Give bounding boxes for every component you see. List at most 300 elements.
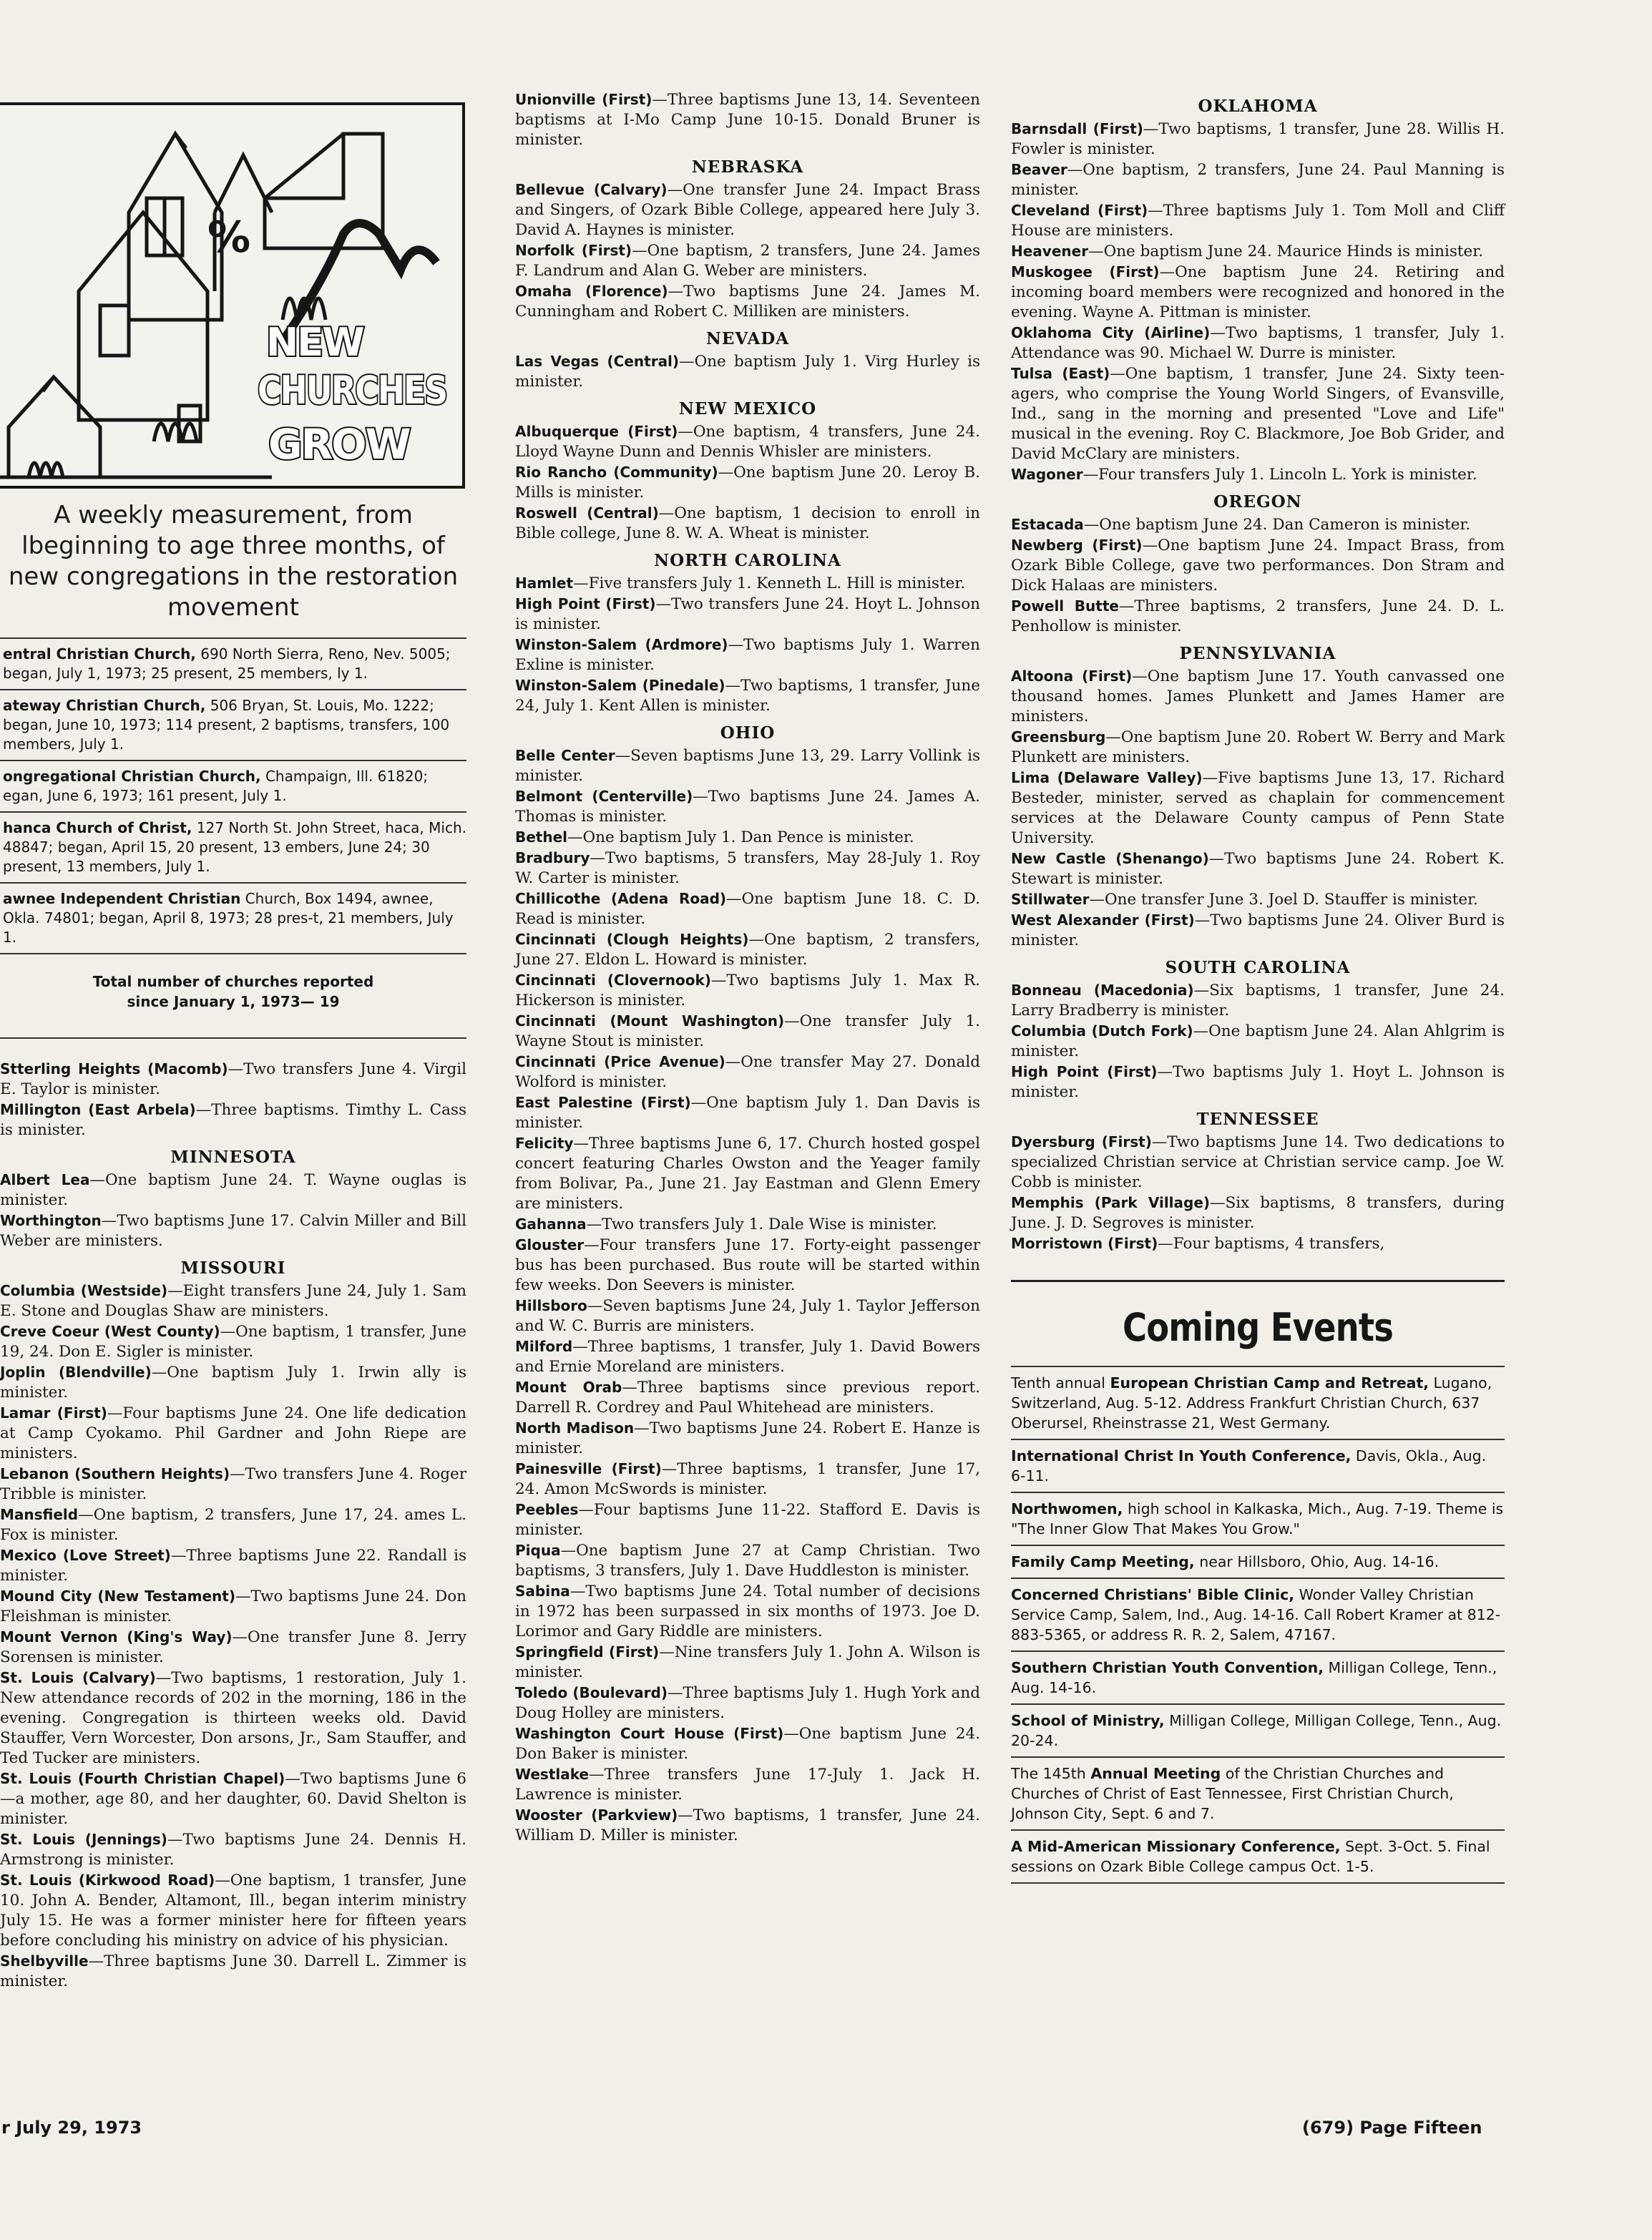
church-report [1011, 910, 1505, 951]
church-report [515, 889, 980, 929]
church-name: Felicity [515, 1135, 574, 1152]
event-post: high school in Kalkaska, Mich., Aug. 7-19. Theme is "The Inner Glow That Makes You Grow." [1011, 1500, 1504, 1537]
event-item [1011, 1439, 1505, 1492]
church-report [1011, 200, 1505, 241]
report-text: —Seven baptisms June 24, July 1. Taylor Jefferson and W. C. Burris are ministers. [515, 1297, 980, 1335]
church-report [1011, 768, 1505, 848]
event-item [1011, 1829, 1505, 1884]
report-text: —One baptism, 1 transfer, June 10. John A. Bender, Altamont, Ill., began interim ministry July 15. He was a former minister here for fifteen years before concluding his ministry on advice of his physician. [0, 1872, 466, 1950]
church-name: Unionville (First) [515, 91, 653, 108]
church-name: Mexico (Love Street) [0, 1547, 171, 1564]
report-text: —One baptism June 24. Don Baker is minister. [515, 1725, 980, 1763]
church-name: Newberg (First) [1011, 537, 1143, 554]
church-name: Bradbury [515, 849, 590, 866]
church-name: Cincinnati (Mount Washington) [515, 1012, 785, 1029]
event-item [1011, 1545, 1505, 1578]
church-report [1011, 514, 1505, 535]
logo-new: NEW [266, 320, 363, 365]
church-report [515, 573, 980, 594]
church-name: Powell Butte [1011, 597, 1119, 615]
church-report [0, 1627, 466, 1668]
report-text: —One baptism June 24. Dan Cameron is minister. [1083, 516, 1471, 534]
report-text: —Three transfers June 17-July 1. Jack H. Lawrence is minister. [515, 1766, 980, 1804]
event-item [1011, 1366, 1505, 1439]
church-report [0, 1170, 466, 1211]
report-text: —One baptism June 18. C. D. Read is minister. [515, 890, 980, 928]
event-item [1011, 1492, 1505, 1545]
church-name: High Point (First) [1011, 1063, 1158, 1080]
church-report [0, 1211, 466, 1251]
total-line2: since January 1, 1973— 19 [127, 993, 340, 1010]
report-text: —Two baptisms June 14. Two dedications to specialized Christian service at Christian service camp. Joe W. Cobb is minister. [1011, 1133, 1505, 1191]
event-item [1011, 1650, 1505, 1703]
church-report [515, 1133, 980, 1214]
church-name: Roswell (Central) [515, 504, 659, 522]
church-name: Cleveland (First) [1011, 202, 1148, 219]
church-report [515, 503, 980, 544]
church-report [1011, 464, 1505, 485]
church-report [0, 1321, 466, 1362]
church-report [515, 462, 980, 503]
church-report [515, 1500, 980, 1540]
church-name: Mound City (New Testament) [0, 1588, 235, 1605]
col1-reports [0, 1059, 466, 1992]
church-name: Millington (East Arbela) [0, 1101, 196, 1118]
church-name: Bellevue (Calvary) [515, 181, 668, 198]
report-text: —Two baptisms June 24. Oliver Burd is minister. [1011, 911, 1505, 949]
report-text: —One transfer June 24. Impact Brass and Singers, of Ozark Bible College, appeared here July 3. David A. Haynes is minister. [515, 181, 980, 239]
event-bold: Southern Christian Youth Convention, [1011, 1659, 1324, 1676]
event-item [1011, 1756, 1505, 1829]
report-text: —Three baptisms, 2 transfers, June 24. D. L. Penhollow is minister. [1011, 597, 1505, 635]
new-church-name: ateway Christian Church, [3, 697, 206, 714]
church-name: St. Louis (Fourth Christian Chapel) [0, 1770, 285, 1787]
report-text: —One baptism, 1 transfer, June 24. Sixty teen-agers, who comprise the Young World Singers, of Evansville, Ind., sang in the morning and presented "Love and Life" musical in the evening. Roy C. Blackmore, Joe Bob Grider, and David McClary are ministers. [1011, 365, 1505, 463]
report-text: —Three baptisms, 1 transfer, June 17, 24. Amon McSwords is minister. [515, 1460, 980, 1498]
report-text: —Two baptisms, 1 transfer, July 1. Attendance was 90. Michael W. Durre is minister. [1011, 324, 1505, 362]
church-report [515, 929, 980, 970]
new-church-details: 690 North Sierra, Reno, Nev. 5005; began, July 1, 1973; 25 present, 25 members, ly 1. [3, 645, 451, 682]
church-report [1011, 1062, 1505, 1102]
report-text: —One baptism June 27 at Camp Christian. Two baptisms, 3 transfers, July 1. Dave Huddleston is minister. [515, 1542, 980, 1580]
report-text: —Eight transfers June 24, July 1. Sam E. Stone and Douglas Shaw are ministers. [0, 1282, 466, 1320]
church-name: Gahanna [515, 1216, 587, 1233]
event-post: Milligan College, Milligan College, Tenn., Aug. 20-24. [1011, 1712, 1502, 1749]
church-report [1011, 666, 1505, 727]
church-report [1011, 262, 1505, 323]
church-report [515, 1296, 980, 1336]
state-heading: PENNSYLVANIA [1179, 644, 1336, 663]
church-report [1011, 119, 1505, 160]
church-report [515, 1214, 980, 1235]
church-name: Wooster (Parkview) [515, 1806, 678, 1824]
church-name: Oklahoma City (Airline) [1011, 324, 1211, 341]
event-pre: Tenth annual [1011, 1374, 1110, 1392]
report-text: —Three baptisms, 1 transfer, July 1. David Bowers and Ernie Moreland are ministers. [515, 1338, 980, 1376]
coming-events-list [1011, 1366, 1505, 1884]
event-pre: The 145th [1011, 1765, 1091, 1782]
church-report [515, 675, 980, 716]
church-report [1011, 1193, 1505, 1233]
middle-column [515, 89, 980, 1846]
report-text: —One baptism, 4 transfers, June 24. Lloyd Wayne Dunn and Dennis Whisler are ministers. [515, 423, 980, 461]
church-report [515, 1011, 980, 1052]
report-text: —One baptism July 1. Dan Pence is minister. [567, 828, 914, 846]
state-heading: OHIO [720, 723, 776, 743]
church-report [515, 1336, 980, 1377]
church-report [0, 1668, 466, 1769]
event-bold: Concerned Christians' Bible Clinic, [1011, 1586, 1295, 1603]
church-name: Cincinnati (Clough Heights) [515, 931, 749, 948]
report-text: —Seven baptisms June 13, 29. Larry Vollink is minister. [515, 747, 981, 785]
state-heading: OREGON [1213, 492, 1302, 512]
event-bold: School of Ministry, [1011, 1712, 1165, 1729]
report-text: —Four transfers June 17. Forty-eight passenger bus has been purchased. Bus route will be started within few weeks. Don Seevers is minister. [515, 1236, 980, 1294]
church-report [0, 1829, 466, 1870]
state-heading: OKLAHOMA [1198, 97, 1318, 116]
new-church-entry [0, 637, 466, 689]
church-report [1011, 980, 1505, 1021]
report-text: —Four baptisms June 24. One life dedication at Camp Cyokamo. Phil Gardner and John Riepe are ministers. [0, 1404, 467, 1462]
report-text: —One baptism June 24. Impact Brass, from Ozark Bible College, gave two performances. Don Stram and Dick Halaas are ministers. [1011, 537, 1505, 595]
church-name: Creve Coeur (West County) [0, 1323, 220, 1340]
church-name: St. Louis (Kirkwood Road) [0, 1872, 215, 1889]
new-church-name: entral Christian Church, [3, 645, 196, 662]
state-heading: MISSOURI [180, 1258, 286, 1278]
new-church-name: hanca Church of Christ, [3, 819, 192, 836]
total-churches [0, 953, 466, 1039]
church-name: Mount Orab [515, 1379, 622, 1396]
church-report [515, 89, 980, 150]
report-text: —One baptism, 2 transfers, June 24. Paul Manning is minister. [1011, 161, 1505, 199]
report-text: —Two baptisms, 1 transfer, June 24. William D. Miller is minister. [515, 1806, 980, 1844]
church-name: Belle Center [515, 747, 615, 764]
church-name: Lebanon (Southern Heights) [0, 1465, 230, 1482]
church-report [515, 1540, 980, 1581]
church-report [1011, 889, 1505, 910]
report-text: —Two baptisms June 24. Robert E. Hanze is minister. [515, 1419, 981, 1457]
church-name: Dyersburg (First) [1011, 1133, 1152, 1150]
church-report [515, 594, 980, 635]
event-post: Sept. 3-Oct. 5. Final sessions on Ozark Bible College campus Oct. 1-5. [1011, 1838, 1490, 1875]
total-line1: Total number of churches reported [92, 973, 374, 990]
church-report [0, 1059, 466, 1100]
new-church-name: ongregational Christian Church, [3, 768, 261, 785]
report-text: —One transfer June 8. Jerry Sorensen is minister. [0, 1628, 466, 1666]
church-name: Stillwater [1011, 891, 1090, 908]
new-churches-list [0, 637, 466, 953]
church-report [515, 1418, 980, 1459]
church-report [515, 1581, 980, 1642]
report-text: —Two baptisms June 24. Total number of decisions in 1972 has been surpassed in six months of 1973. Joe D. Lorimor and Gary Riddle are ministers. [515, 1583, 980, 1640]
report-text: —Two baptisms July 1. Max R. Hickerson is minister. [515, 972, 981, 1009]
logo-grow: GROW [268, 420, 410, 469]
church-report [515, 1764, 980, 1805]
report-text: —Two transfers June 24. Hoyt L. Johnson is minister. [515, 595, 980, 633]
church-name: Winston-Salem (Ardmore) [515, 636, 728, 653]
church-report [515, 240, 980, 281]
report-text: —Two baptisms June 24. Dennis H. Armstrong is minister. [0, 1831, 466, 1869]
church-report [1011, 363, 1505, 464]
church-report [1011, 323, 1505, 363]
report-text: —Three baptisms July 1. Tom Moll and Cliff House are ministers. [1011, 202, 1505, 240]
report-text: —Two transfers June 4. Virgil E. Taylor is minister. [0, 1060, 466, 1098]
report-text: —Three baptisms June 13, 14. Seventeen baptisms at I-Mo Camp June 10-15. Donald Bruner is minister. [515, 91, 980, 149]
church-report [1011, 241, 1505, 262]
church-report [515, 1723, 980, 1764]
church-name: West Alexander (First) [1011, 911, 1195, 929]
church-name: Cincinnati (Price Avenue) [515, 1053, 725, 1070]
church-name: Chillicothe (Adena Road) [515, 890, 727, 907]
church-name: St. Louis (Jennings) [0, 1831, 167, 1848]
new-church-details: 506 Bryan, St. Louis, Mo. 1222; began, June 10, 1973; 114 present, 2 baptisms, transfers, 100 members, July 1. [3, 697, 450, 753]
state-heading: MINNESOTA [170, 1148, 296, 1167]
report-text: —One baptism July 1. Dan Davis is minister. [515, 1094, 980, 1132]
church-report [515, 1459, 980, 1500]
church-name: Washington Court House (First) [515, 1725, 784, 1742]
report-text: —Three baptisms June 6, 17. Church hosted gospel concert featuring Charles Owston and the Yeager family from Bolivar, Pa., June 21. Jay Eastman and Glenn Emery are ministers. [515, 1135, 980, 1213]
event-bold: Family Camp Meeting, [1011, 1553, 1195, 1570]
report-text: —One baptism, 1 transfer, June 19, 24. Don E. Sigler is minister. [0, 1323, 466, 1361]
col2-reports [515, 89, 980, 1846]
church-name: Rio Rancho (Community) [515, 464, 718, 481]
report-text: —One baptism June 20. Robert W. Berry and Mark Plunkett are ministers. [1011, 728, 1505, 766]
church-report [0, 1464, 466, 1505]
church-name: Norfolk (First) [515, 242, 632, 259]
church-report [515, 745, 980, 786]
report-text: —One baptism June 24. Retiring and incoming board members were recognized and honored in the evening. Wayne A. Pittman is minister. [1011, 263, 1505, 321]
church-name: Lamar (First) [0, 1404, 107, 1422]
event-post: Lugano, Switzerland, Aug. 5-12. Address Frankfurt Christian Church, 637 Oberursel, Rheinstrasse 21, West Germany. [1011, 1374, 1492, 1432]
report-text: —Four baptisms June 11-22. Stafford E. Davis is minister. [515, 1501, 980, 1539]
report-text: —Four baptisms, 4 transfers, [1158, 1235, 1385, 1253]
report-text: —One baptism July 1. Virg Hurley is minister. [515, 353, 980, 391]
report-text: —One baptism June 20. Leroy B. Mills is minister. [515, 464, 980, 502]
church-name: Shelbyville [0, 1952, 89, 1970]
left-column [0, 89, 466, 1992]
report-text: —Two baptisms, 1 restoration, July 1. New attendance records of 202 in the morning, 186 in the evening. Congregation is thirteen weeks old. David Stauffer, Vern Worcester, Don arsons, Jr., Sam Stauffer, and Ted Tucker are ministers. [0, 1669, 466, 1767]
church-name: North Madison [515, 1419, 635, 1437]
church-name: Glouster [515, 1236, 585, 1253]
new-churches-grow-logo [0, 102, 465, 489]
divider [1011, 1280, 1505, 1282]
event-bold: International Christ In Youth Conference, [1011, 1447, 1352, 1464]
church-report [515, 1683, 980, 1723]
report-text: —Two baptisms June 24. Robert K. Stewart is minister. [1011, 850, 1505, 888]
new-church-entry [0, 760, 466, 811]
report-text: —Two baptisms July 1. Hoyt L. Johnson is minister. [1011, 1063, 1505, 1101]
report-text: —Six baptisms, 1 transfer, June 24. Larry Bradberry is minister. [1011, 982, 1505, 1019]
report-text: —One baptism June 24. T. Wayne ouglas is minister. [0, 1171, 466, 1209]
event-bold: European Christian Camp and Retreat, [1110, 1374, 1429, 1392]
church-name: Worthington [0, 1212, 102, 1229]
church-report [515, 1805, 980, 1846]
new-church-name: awnee Independent Christian [3, 890, 241, 907]
church-name: Wagoner [1011, 466, 1083, 483]
report-text: —One baptism June 17. Youth canvassed one thousand homes. James Plunkett and James Hamer are ministers. [1011, 667, 1505, 725]
church-report [515, 180, 980, 240]
church-name: Westlake [515, 1766, 590, 1783]
church-name: New Castle (Shenango) [1011, 850, 1209, 867]
report-text: —Five transfers July 1. Kenneth L. Hill is minister. [573, 574, 966, 592]
report-text: —One baptism July 1. Irwin ally is minister. [0, 1364, 467, 1402]
report-text: —Three baptisms June 22. Randall is minister. [0, 1547, 466, 1585]
state-heading: NEBRASKA [691, 157, 804, 177]
church-name: Belmont (Centerville) [515, 788, 693, 805]
church-report [515, 1052, 980, 1092]
church-name: Piqua [515, 1542, 561, 1559]
event-post: Milligan College, Tenn., Aug. 14-16. [1011, 1659, 1497, 1696]
church-report [0, 1870, 466, 1951]
church-name: High Point (First) [515, 595, 656, 612]
church-name: Stterling Heights (Macomb) [0, 1060, 228, 1077]
church-name: Heavener [1011, 243, 1089, 260]
church-name: Hamlet [515, 574, 574, 592]
event-bold: Annual Meeting [1090, 1765, 1221, 1782]
new-church-entry [0, 689, 466, 760]
church-name: St. Louis (Calvary) [0, 1669, 156, 1686]
church-report [515, 1235, 980, 1296]
report-text: —Two transfers June 4. Roger Tribble is minister. [0, 1465, 466, 1503]
new-church-details: 127 North St. John Street, haca, Mich. 48847; began, April 15, 20 present, 13 embers, June 24; 30 present, 13 members, July 1. [3, 819, 466, 875]
report-text: —One baptism June 24. Alan Ahlgrim is minister. [1011, 1022, 1505, 1060]
report-text: —Three baptisms since previous report. Darrell R. Cordrey and Paul Whitehead are ministers. [515, 1379, 980, 1417]
state-heading: SOUTH CAROLINA [1165, 958, 1351, 977]
report-text: —Two baptisms June 24. Don Fleishman is minister. [0, 1588, 466, 1625]
event-item [1011, 1703, 1505, 1756]
new-church-entry [0, 811, 466, 882]
church-report [515, 970, 980, 1011]
church-name: Greensburg [1011, 728, 1106, 745]
event-post: of the Christian Churches and Churches of Christ of East Tennessee, First Christian Church, Johnson City, Sept. 6 and 7. [1011, 1765, 1454, 1822]
event-post: near Hillsboro, Ohio, Aug. 14-16. [1194, 1553, 1440, 1570]
report-text: —One baptism, 2 transfers, June 24. James F. Landrum and Alan G. Weber are ministers. [515, 242, 980, 280]
report-text: —Two baptisms June 17. Calvin Miller and Bill Weber are ministers. [0, 1212, 466, 1250]
report-text: —Two baptisms June 24. James M. Cunningham and Robert C. Milliken are ministers. [515, 283, 980, 321]
event-post: Davis, Okla., Aug. 6-11. [1011, 1447, 1487, 1485]
church-name: Columbia (Dutch Fork) [1011, 1022, 1193, 1040]
church-report [515, 351, 980, 392]
church-name: Cincinnati (Clovernook) [515, 972, 711, 989]
church-report [515, 1092, 980, 1133]
right-column [1011, 89, 1505, 1884]
church-report [1011, 1021, 1505, 1062]
church-report [515, 635, 980, 675]
church-name: Hillsboro [515, 1297, 587, 1314]
church-name: Mount Vernon (King's Way) [0, 1628, 233, 1645]
church-report [1011, 848, 1505, 889]
church-report [0, 1769, 466, 1829]
report-text: —Two baptisms July 1. Warren Exline is minister. [515, 636, 981, 674]
church-report [515, 281, 980, 322]
church-name: Beaver [1011, 161, 1067, 178]
state-heading: NEW MEXICO [678, 399, 817, 419]
church-name: Milford [515, 1338, 573, 1355]
church-name: Altoona (First) [1011, 667, 1133, 685]
report-text: —Five baptisms June 13, 17. Richard Besteder, minister, served as chaplain for commencement services at the Delaware County campus of Penn State University. [1011, 769, 1505, 847]
church-report [0, 1505, 466, 1545]
church-report [1011, 535, 1505, 596]
church-report [1011, 596, 1505, 637]
church-name: Winston-Salem (Pinedale) [515, 677, 725, 694]
church-report [0, 1951, 466, 1992]
event-bold: A Mid-American Missionary Conference, [1011, 1838, 1341, 1855]
coming-events-title: Coming Events [1123, 1305, 1393, 1350]
new-church-entry [0, 882, 466, 953]
report-text: —One transfer June 3. Joel D. Stauffer is minister. [1089, 891, 1478, 909]
church-report [515, 1377, 980, 1418]
church-name: Albuquerque (First) [515, 423, 678, 440]
report-text: —Three baptisms June 30. Darrell L. Zimmer is minister. [0, 1952, 466, 1990]
logo-churches: CHURCHES [258, 368, 447, 413]
church-report [515, 827, 980, 848]
report-text: —Three baptisms July 1. Hugh York and Doug Holley are ministers. [515, 1684, 980, 1722]
church-name: Peebles [515, 1501, 579, 1518]
report-text: —One baptism, 1 decision to enroll in Bible college, June 8. W. A. Wheat is minister. [515, 504, 981, 542]
report-text: —Two baptisms, 1 transfer, June 24, July 1. Kent Allen is minister. [515, 677, 980, 715]
state-heading: NEVADA [705, 329, 790, 348]
church-name: Omaha (Florence) [515, 283, 668, 300]
church-report [1011, 160, 1505, 200]
report-text: —Two transfers July 1. Dale Wise is minister. [586, 1216, 937, 1233]
report-text: —Two baptisms June 6—a mother, age 80, and her daughter, 60. David Shelton is minister. [0, 1770, 466, 1828]
report-text: —Nine transfers July 1. John A. Wilson is minister. [515, 1643, 980, 1681]
report-text: —Two baptisms June 24. James A. Thomas is minister. [515, 788, 980, 826]
church-name: Muskogee (First) [1011, 263, 1160, 280]
svg-text:%: % [207, 212, 251, 263]
church-report [1011, 727, 1505, 768]
church-report [0, 1281, 466, 1321]
report-text: —One baptism, 2 transfers, June 27. Eldon L. Howard is minister. [515, 931, 980, 969]
church-report [0, 1403, 466, 1464]
church-report [515, 786, 980, 827]
state-heading: NORTH CAROLINA [654, 551, 841, 570]
church-name: Sabina [515, 1583, 570, 1600]
church-name: Bethel [515, 828, 568, 846]
church-name: Morristown (First) [1011, 1235, 1158, 1252]
church-name: Bonneau (Macedonia) [1011, 982, 1194, 999]
intro-text: A weekly measurement, from lbeginning to age three months, of new congregations in the restoration movement [8, 501, 459, 622]
church-name: East Palestine (First) [515, 1094, 691, 1111]
church-name: Memphis (Park Village) [1011, 1194, 1211, 1211]
event-bold: Northwomen, [1011, 1500, 1123, 1517]
church-name: Las Vegas (Central) [515, 353, 680, 370]
report-text: —One baptism, 2 transfers, June 17, 24. ames L. Fox is minister. [0, 1506, 466, 1544]
church-name: Painesville (First) [515, 1460, 662, 1477]
church-name: Joplin (Blendville) [0, 1364, 152, 1381]
church-report [1011, 1132, 1505, 1193]
new-church-details: Church, Box 1494, awnee, Okla. 74801; began, April 8, 1973; 28 pres-t, 21 members, July 1. [3, 890, 454, 946]
church-report [0, 1586, 466, 1627]
report-text: —One baptism June 24. Maurice Hinds is minister. [1088, 243, 1484, 260]
church-name: Estacada [1011, 516, 1084, 533]
church-name: Albert Lea [0, 1171, 90, 1188]
church-report [0, 1362, 466, 1403]
col3-reports [1011, 97, 1505, 1254]
new-church-details: Champaign, Ill. 61820; egan, June 6, 1973; 161 present, July 1. [3, 768, 429, 804]
event-post: Wonder Valley Christian Service Camp, Salem, Ind., Aug. 14-16. Call Robert Kramer at 812-883-5365, or address R. R. 2, Salem, 47167. [1011, 1586, 1501, 1643]
church-name: Mansfield [0, 1506, 79, 1523]
report-text: —Four transfers July 1. Lincoln L. York is minister. [1082, 466, 1477, 484]
church-name: Lima (Delaware Valley) [1011, 769, 1203, 786]
state-heading: TENNESSEE [1196, 1110, 1319, 1129]
issue-date: r July 29, 1973 [1, 2118, 142, 2138]
church-name: Toledo (Boulevard) [515, 1684, 668, 1701]
page-number: (679) Page Fifteen [1302, 2118, 1482, 2138]
church-name: Columbia (Westside) [0, 1282, 168, 1299]
report-text: —Three baptisms. Timthy L. Cass is minister. [0, 1101, 466, 1139]
church-report [1011, 1233, 1505, 1254]
